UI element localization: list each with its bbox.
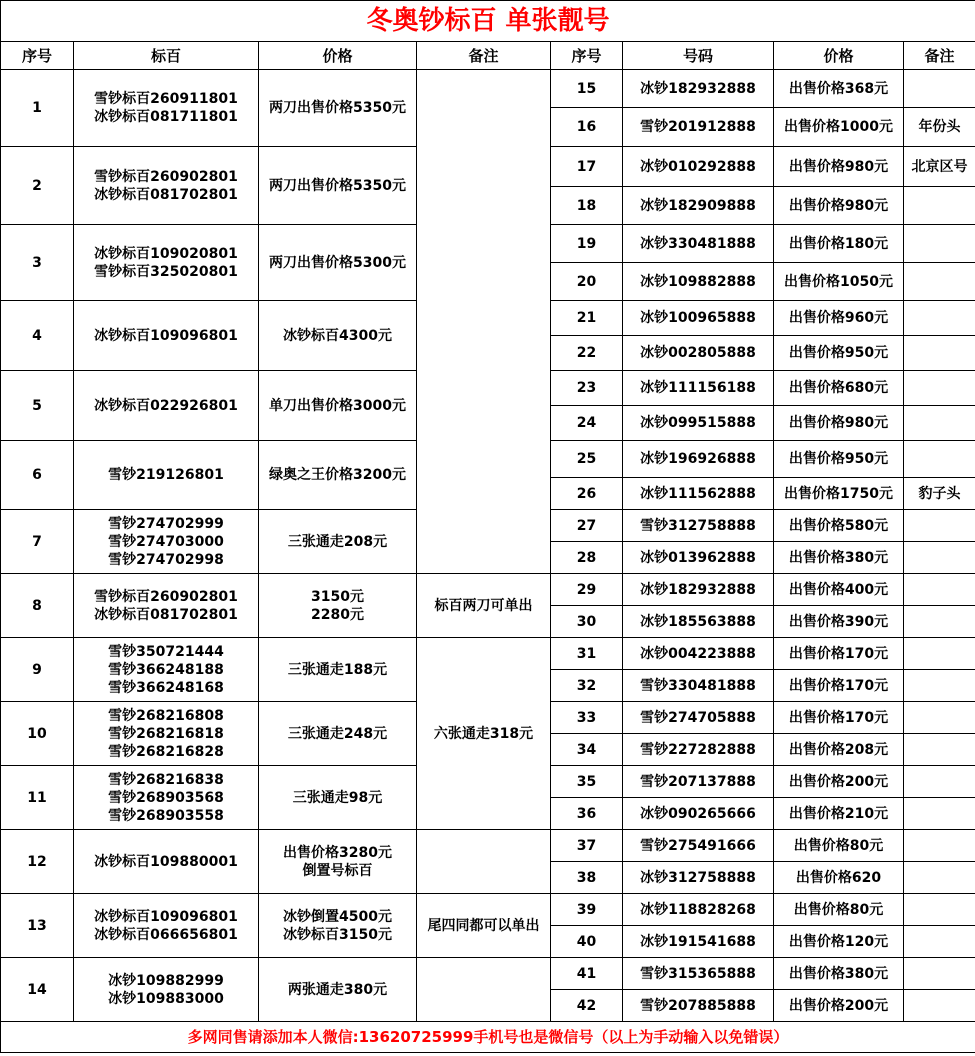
right-code-cell: 冰钞191541688 xyxy=(623,926,774,958)
right-price-cell: 出售价格980元 xyxy=(774,406,904,441)
left-item-cell: 雪钞350721444 雪钞366248188 雪钞366248168 xyxy=(74,638,259,702)
right-price-cell: 出售价格208元 xyxy=(774,734,904,766)
left-item-cell: 雪钞标百260902801 冰钞标百081702801 xyxy=(74,147,259,225)
left-no-cell: 3 xyxy=(1,225,74,301)
right-no-cell: 27 xyxy=(551,510,623,542)
right-code-cell: 雪钞207885888 xyxy=(623,990,774,1022)
left-note-cell xyxy=(417,958,551,1022)
right-note-cell xyxy=(904,263,975,301)
left-price-cell: 三张通走208元 xyxy=(259,510,417,574)
left-item-cell: 冰钞标百109096801 冰钞标百066656801 xyxy=(74,894,259,958)
right-code-cell: 冰钞182909888 xyxy=(623,187,774,225)
right-note-cell xyxy=(904,336,975,371)
right-note-cell xyxy=(904,510,975,542)
left-item-cell: 雪钞219126801 xyxy=(74,441,259,510)
left-item-cell: 冰钞标百022926801 xyxy=(74,371,259,441)
table-row xyxy=(1,574,975,606)
table-row xyxy=(1,958,975,990)
left-item-cell: 冰钞109882999 冰钞109883000 xyxy=(74,958,259,1022)
right-price-cell: 出售价格210元 xyxy=(774,798,904,830)
right-note-cell xyxy=(904,798,975,830)
left-no-cell: 12 xyxy=(1,830,74,894)
right-price-cell: 出售价格1000元 xyxy=(774,108,904,147)
right-code-cell: 雪钞275491666 xyxy=(623,830,774,862)
right-price-cell: 出售价格170元 xyxy=(774,638,904,670)
right-no-cell: 35 xyxy=(551,766,623,798)
right-code-cell: 冰钞111562888 xyxy=(623,478,774,510)
right-no-cell: 42 xyxy=(551,990,623,1022)
right-price-cell: 出售价格620 xyxy=(774,862,904,894)
left-no-cell: 8 xyxy=(1,574,74,638)
column-header: 备注 xyxy=(417,42,551,70)
right-price-cell: 出售价格980元 xyxy=(774,147,904,187)
right-code-cell: 雪钞274705888 xyxy=(623,702,774,734)
right-no-cell: 40 xyxy=(551,926,623,958)
left-price-cell: 两张通走380元 xyxy=(259,958,417,1022)
right-note-cell xyxy=(904,670,975,702)
right-price-cell: 出售价格680元 xyxy=(774,371,904,406)
right-note-cell xyxy=(904,225,975,263)
right-price-cell: 出售价格200元 xyxy=(774,990,904,1022)
right-code-cell: 雪钞315365888 xyxy=(623,958,774,990)
right-note-cell xyxy=(904,638,975,670)
left-item-cell: 雪钞标百260911801 冰钞标百081711801 xyxy=(74,70,259,147)
right-note-cell xyxy=(904,441,975,478)
right-no-cell: 21 xyxy=(551,301,623,336)
left-note-cell xyxy=(417,70,551,574)
left-item-cell: 雪钞标百260902801 冰钞标百081702801 xyxy=(74,574,259,638)
right-no-cell: 23 xyxy=(551,371,623,406)
left-no-cell: 7 xyxy=(1,510,74,574)
right-note-cell xyxy=(904,862,975,894)
right-note-cell xyxy=(904,990,975,1022)
left-note-cell: 尾四同都可以单出 xyxy=(417,894,551,958)
right-price-cell: 出售价格950元 xyxy=(774,336,904,371)
left-no-cell: 4 xyxy=(1,301,74,371)
right-no-cell: 16 xyxy=(551,108,623,147)
right-note-cell xyxy=(904,542,975,574)
right-code-cell: 冰钞010292888 xyxy=(623,147,774,187)
left-price-cell: 两刀出售价格5300元 xyxy=(259,225,417,301)
right-code-cell: 雪钞201912888 xyxy=(623,108,774,147)
title-row xyxy=(1,1,975,42)
right-price-cell: 出售价格80元 xyxy=(774,894,904,926)
right-code-cell: 冰钞100965888 xyxy=(623,301,774,336)
right-note-cell xyxy=(904,894,975,926)
left-note-cell: 标百两刀可单出 xyxy=(417,574,551,638)
left-item-cell: 雪钞274702999 雪钞274703000 雪钞274702998 xyxy=(74,510,259,574)
left-no-cell: 2 xyxy=(1,147,74,225)
right-no-cell: 15 xyxy=(551,70,623,108)
right-price-cell: 出售价格580元 xyxy=(774,510,904,542)
left-price-cell: 三张通走188元 xyxy=(259,638,417,702)
right-code-cell: 冰钞013962888 xyxy=(623,542,774,574)
right-price-cell: 出售价格380元 xyxy=(774,542,904,574)
right-note-cell: 北京区号 xyxy=(904,147,975,187)
column-header: 序号 xyxy=(551,42,623,70)
right-note-cell xyxy=(904,702,975,734)
right-no-cell: 37 xyxy=(551,830,623,862)
column-header: 价格 xyxy=(259,42,417,70)
left-no-cell: 10 xyxy=(1,702,74,766)
right-code-cell: 冰钞002805888 xyxy=(623,336,774,371)
right-no-cell: 32 xyxy=(551,670,623,702)
column-header: 序号 xyxy=(1,42,74,70)
right-price-cell: 出售价格120元 xyxy=(774,926,904,958)
right-no-cell: 41 xyxy=(551,958,623,990)
left-no-cell: 11 xyxy=(1,766,74,830)
right-no-cell: 31 xyxy=(551,638,623,670)
left-price-cell: 单刀出售价格3000元 xyxy=(259,371,417,441)
right-note-cell xyxy=(904,301,975,336)
right-note-cell xyxy=(904,406,975,441)
left-price-cell: 两刀出售价格5350元 xyxy=(259,70,417,147)
right-code-cell: 冰钞312758888 xyxy=(623,862,774,894)
right-price-cell: 出售价格170元 xyxy=(774,702,904,734)
right-note-cell xyxy=(904,766,975,798)
right-price-cell: 出售价格200元 xyxy=(774,766,904,798)
right-note-cell: 年份头 xyxy=(904,108,975,147)
right-code-cell: 冰钞196926888 xyxy=(623,441,774,478)
left-note-cell xyxy=(417,830,551,894)
right-code-cell: 冰钞118828268 xyxy=(623,894,774,926)
right-no-cell: 36 xyxy=(551,798,623,830)
column-header: 价格 xyxy=(774,42,904,70)
right-no-cell: 39 xyxy=(551,894,623,926)
right-code-cell: 冰钞182932888 xyxy=(623,574,774,606)
column-header: 标百 xyxy=(74,42,259,70)
right-no-cell: 17 xyxy=(551,147,623,187)
right-note-cell xyxy=(904,371,975,406)
right-no-cell: 26 xyxy=(551,478,623,510)
right-code-cell: 冰钞330481888 xyxy=(623,225,774,263)
left-no-cell: 9 xyxy=(1,638,74,702)
left-price-cell: 绿奥之王价格3200元 xyxy=(259,441,417,510)
right-price-cell: 出售价格80元 xyxy=(774,830,904,862)
left-item-cell: 雪钞268216808 雪钞268216818 雪钞268216828 xyxy=(74,702,259,766)
right-code-cell: 冰钞111156188 xyxy=(623,371,774,406)
footer-row xyxy=(1,1022,975,1053)
left-price-cell: 三张通走248元 xyxy=(259,702,417,766)
left-price-cell: 两刀出售价格5350元 xyxy=(259,147,417,225)
column-header: 备注 xyxy=(904,42,975,70)
right-code-cell: 冰钞185563888 xyxy=(623,606,774,638)
right-no-cell: 24 xyxy=(551,406,623,441)
right-no-cell: 25 xyxy=(551,441,623,478)
right-price-cell: 出售价格170元 xyxy=(774,670,904,702)
right-code-cell: 冰钞004223888 xyxy=(623,638,774,670)
right-code-cell: 雪钞312758888 xyxy=(623,510,774,542)
right-code-cell: 冰钞109882888 xyxy=(623,263,774,301)
right-price-cell: 出售价格390元 xyxy=(774,606,904,638)
right-price-cell: 出售价格980元 xyxy=(774,187,904,225)
left-price-cell: 冰钞标百4300元 xyxy=(259,301,417,371)
table-row xyxy=(1,638,975,670)
right-code-cell: 雪钞227282888 xyxy=(623,734,774,766)
right-note-cell xyxy=(904,958,975,990)
table-row xyxy=(1,830,975,862)
left-no-cell: 13 xyxy=(1,894,74,958)
right-price-cell: 出售价格1050元 xyxy=(774,263,904,301)
right-price-cell: 出售价格368元 xyxy=(774,70,904,108)
left-no-cell: 14 xyxy=(1,958,74,1022)
right-no-cell: 18 xyxy=(551,187,623,225)
right-code-cell: 冰钞099515888 xyxy=(623,406,774,441)
right-no-cell: 28 xyxy=(551,542,623,574)
right-note-cell xyxy=(904,734,975,766)
left-no-cell: 5 xyxy=(1,371,74,441)
right-no-cell: 19 xyxy=(551,225,623,263)
table-row xyxy=(1,894,975,926)
right-price-cell: 出售价格1750元 xyxy=(774,478,904,510)
right-price-cell: 出售价格950元 xyxy=(774,441,904,478)
right-no-cell: 22 xyxy=(551,336,623,371)
header-row xyxy=(1,42,975,70)
right-note-cell: 豹子头 xyxy=(904,478,975,510)
right-price-cell: 出售价格400元 xyxy=(774,574,904,606)
page-title: 冬奥钞标百 单张靓号 xyxy=(1,1,975,42)
right-price-cell: 出售价格960元 xyxy=(774,301,904,336)
right-note-cell xyxy=(904,574,975,606)
left-item-cell: 雪钞268216838 雪钞268903568 雪钞268903558 xyxy=(74,766,259,830)
right-no-cell: 20 xyxy=(551,263,623,301)
column-header: 号码 xyxy=(623,42,774,70)
right-no-cell: 34 xyxy=(551,734,623,766)
right-note-cell xyxy=(904,606,975,638)
right-no-cell: 29 xyxy=(551,574,623,606)
right-no-cell: 30 xyxy=(551,606,623,638)
right-note-cell xyxy=(904,830,975,862)
right-note-cell xyxy=(904,187,975,225)
left-item-cell: 冰钞标百109096801 xyxy=(74,301,259,371)
right-no-cell: 33 xyxy=(551,702,623,734)
right-code-cell: 冰钞182932888 xyxy=(623,70,774,108)
right-code-cell: 雪钞207137888 xyxy=(623,766,774,798)
right-code-cell: 雪钞330481888 xyxy=(623,670,774,702)
left-price-cell: 三张通走98元 xyxy=(259,766,417,830)
left-price-cell: 冰钞倒置4500元 冰钞标百3150元 xyxy=(259,894,417,958)
left-no-cell: 6 xyxy=(1,441,74,510)
left-item-cell: 冰钞标百109020801 雪钞标百325020801 xyxy=(74,225,259,301)
right-price-cell: 出售价格180元 xyxy=(774,225,904,263)
right-no-cell: 38 xyxy=(551,862,623,894)
right-code-cell: 冰钞090265666 xyxy=(623,798,774,830)
left-note-cell: 六张通走318元 xyxy=(417,638,551,830)
left-no-cell: 1 xyxy=(1,70,74,147)
right-price-cell: 出售价格380元 xyxy=(774,958,904,990)
right-note-cell xyxy=(904,70,975,108)
left-price-cell: 出售价格3280元 倒置号标百 xyxy=(259,830,417,894)
left-price-cell: 3150元 2280元 xyxy=(259,574,417,638)
table-row xyxy=(1,70,975,108)
left-item-cell: 冰钞标百109880001 xyxy=(74,830,259,894)
right-note-cell xyxy=(904,926,975,958)
footer-note: 多网同售请添加本人微信:13620725999手机号也是微信号（以上为手动输入以免错误） xyxy=(1,1022,975,1053)
